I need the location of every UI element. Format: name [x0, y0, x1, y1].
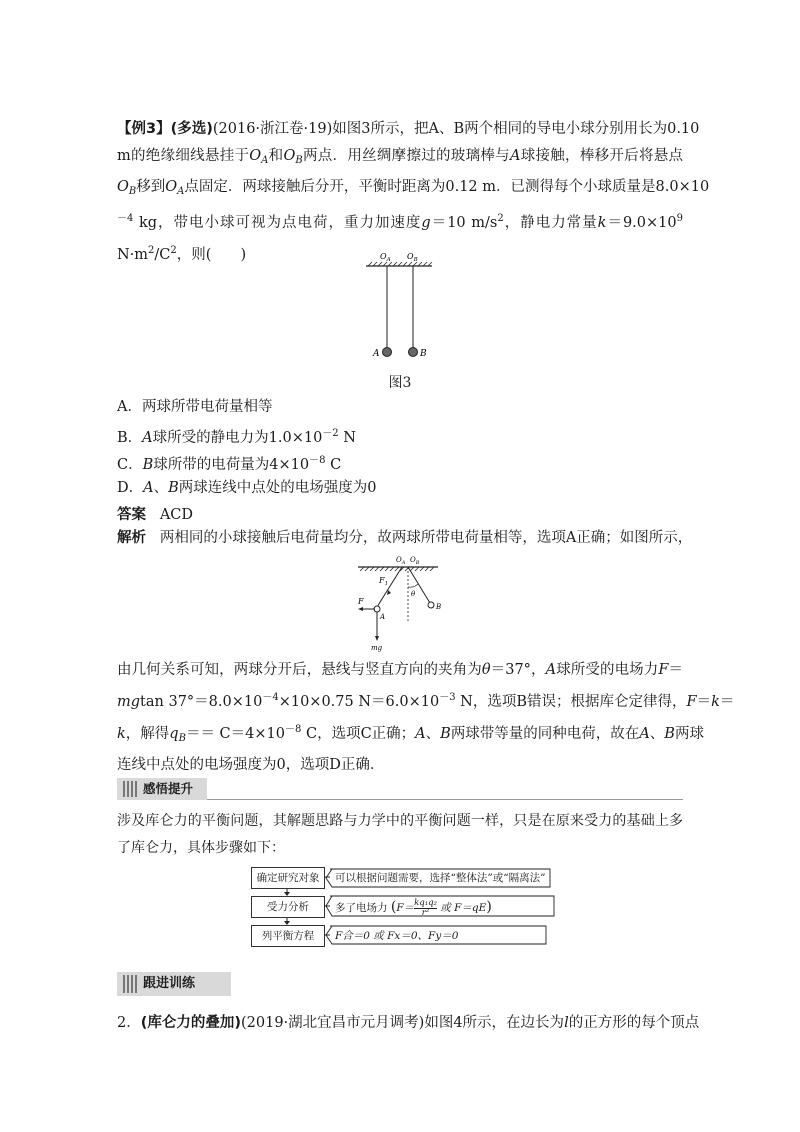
- analysis-label: 解析: [117, 530, 146, 546]
- problem-text-a: 如图4所示，在边长为: [424, 1015, 565, 1031]
- stripes-icon: [123, 781, 137, 797]
- label-ob-2: $O_B$: [410, 556, 420, 566]
- answer-label: 答案: [117, 507, 146, 523]
- training-section-bar: [117, 972, 683, 996]
- flow-note-1: 可以根据问题需要，选择“整体法”或“隔离法”: [335, 872, 546, 884]
- example-3-stem: [117, 116, 710, 269]
- option-d: D．A、B两球连线中点处的电场强度为0: [117, 480, 377, 496]
- analysis-line-4: k，解得$q_B== C=4\times 10^{-8}$ C，选项C正确；A、B两球带等量的同种电荷，故在A、B两球: [117, 724, 704, 744]
- stem-text-4d: ，静电力常量: [503, 215, 598, 231]
- problem-number: 2．: [117, 1015, 141, 1031]
- stem-text-2c: 两点．用丝绸摩擦过的玻璃棒与: [302, 148, 510, 164]
- analysis-text-1: 两相同的小球接触后电荷量均分，故两球所带电荷量相等，选项A正确；如图所示，: [159, 530, 693, 546]
- insight-title: 感悟提升: [143, 781, 194, 796]
- stem-text-2b: 和: [268, 148, 284, 164]
- insight-line-1: 涉及库仑力的平衡问题，其解题思路与力学中的平衡问题一样，只是在原来受力的基础上多: [117, 813, 683, 829]
- option-c: C．B球所带的电荷量为$4\times 10^{-8}$ C: [117, 455, 342, 473]
- coulomb-fraction: $\frac{\text{kq₁q₂}}{\text{r²}}$: [414, 897, 437, 918]
- insight-tab: [117, 778, 207, 800]
- label-a-2: A: [380, 613, 386, 621]
- label-theta: θ: [411, 590, 416, 598]
- stem-line-3: $O_B$移到$O_A$点固定．两球接触后分开，平衡时距离为0.12 m．已测得每个小球质量是8.0×10: [117, 179, 710, 197]
- flow-note-3: F合＝0 或 Fx＝0、Fy＝0: [335, 930, 459, 942]
- stem-text-3c: 点固定．两球接触后分开，平衡时距离为0.12 m．已测得每个小球质量是8.0×10: [184, 179, 710, 195]
- example-source: (2016·浙江卷·19): [212, 121, 333, 137]
- stem-line-2: m的绝缘细线悬挂于$O_A$和$O_B$两点．用丝绸摩擦过的玻璃棒与A球接触，棒移开后将悬点: [117, 148, 684, 166]
- insight-line-2: 了库仑力，具体步骤如下：: [117, 840, 285, 856]
- ball-a: [383, 348, 392, 357]
- analysis-force-figure: [350, 553, 450, 653]
- figure-3-caption: 图3: [388, 375, 412, 391]
- stem-text-4b: kg，带电小球可视为点电荷，重力加速度: [133, 215, 422, 231]
- stem-line-4: $^{-4}$ kg，带电小球可视为点电荷，重力加速度g＝10 $m/s^2$，静电力常量$k=9.0\times 10^9$: [117, 213, 683, 231]
- label-oa: $O_A$: [380, 252, 391, 263]
- answer-line: [117, 505, 193, 525]
- answer-value: ACD: [159, 507, 194, 523]
- ball-b: [409, 348, 418, 357]
- stem-text-2d: 球接触，棒移开后将悬点: [520, 148, 684, 164]
- analysis-line-3: mgtan $37^\circ=8.0\times 10^{-4}\times 10\times 0.75$ $N=6.0\times 10^{-3}$ N，选项B错误；根据库仑定律得，F＝k＝: [117, 692, 735, 710]
- analysis-line-2: 由几何关系可知，两球分开后，悬线与竖直方向的夹角为θ＝37°，A球所受的电场力F＝: [117, 662, 684, 678]
- analysis-line-5: 连线中点处的电场强度为0，选项D正确．: [117, 757, 385, 773]
- stem-text-1: 如图3所示，把A、B两个相同的导电小球分别用长为0.10: [332, 121, 700, 137]
- label-ball-a: A: [373, 349, 380, 359]
- stem-text-2a: m的绝缘细线悬挂于: [117, 148, 250, 164]
- example-tag: 【例3】: [117, 121, 171, 137]
- problem-source: (2019·湖北宜昌市元月调考): [241, 1015, 425, 1031]
- analysis-continued: [117, 657, 735, 779]
- figure-3-pendulums: [360, 248, 440, 368]
- analysis-line-1: [117, 525, 693, 552]
- label-ob: $O_B$: [407, 252, 418, 263]
- stem-text-5a: N·m: [117, 247, 149, 263]
- option-b: B．A球所受的静电力为$1.0\times 10^{-2}$ N: [117, 428, 356, 446]
- problem-text-l: l: [564, 1015, 569, 1031]
- stem-exponent: －4: [117, 213, 134, 224]
- stem-line-1: [117, 116, 700, 143]
- label-f1: $F_1$: [379, 576, 389, 587]
- flow-box-3: 列平衡方程: [251, 925, 325, 947]
- example-type: (多选): [170, 121, 213, 137]
- flow-note-2: 多了电场力 (F＝ $\frac{\text{kq₁q₂}}{\text{r²}}$ 或 F＝qE): [335, 897, 492, 918]
- flow-box-1: 确定研究对象: [251, 867, 325, 889]
- problem-text-b: 的正方形的每个顶点: [568, 1015, 700, 1031]
- stripes-icon: [123, 975, 137, 993]
- label-mg: mg: [371, 644, 383, 652]
- stem-line-5: $N\cdot m^2/C^2$，则( ): [117, 245, 247, 263]
- label-f: F: [358, 597, 364, 606]
- stem-text-3b: 移到: [136, 179, 166, 195]
- label-b-2: B: [436, 603, 442, 611]
- label-oa-2: $O_A$: [396, 556, 406, 566]
- stem-text-4e: ＝9.0×10: [606, 215, 677, 231]
- flow-box-2: 受力分析: [251, 896, 325, 918]
- stem-text-5c: ，则( ): [176, 247, 247, 263]
- option-a: A．两球所带电荷量相等: [117, 399, 273, 415]
- training-tab: [117, 972, 231, 996]
- insight-text: [117, 808, 683, 862]
- problem-topic: (库仑力的叠加): [140, 1015, 241, 1031]
- insight-section-bar: [117, 778, 683, 800]
- stem-text-4c: ＝10 m/s: [430, 215, 498, 231]
- problem-2: [117, 1010, 700, 1037]
- label-ball-b: B: [420, 349, 427, 359]
- training-title: 跟进训练: [143, 976, 196, 991]
- stem-text-5b: /C: [154, 247, 171, 263]
